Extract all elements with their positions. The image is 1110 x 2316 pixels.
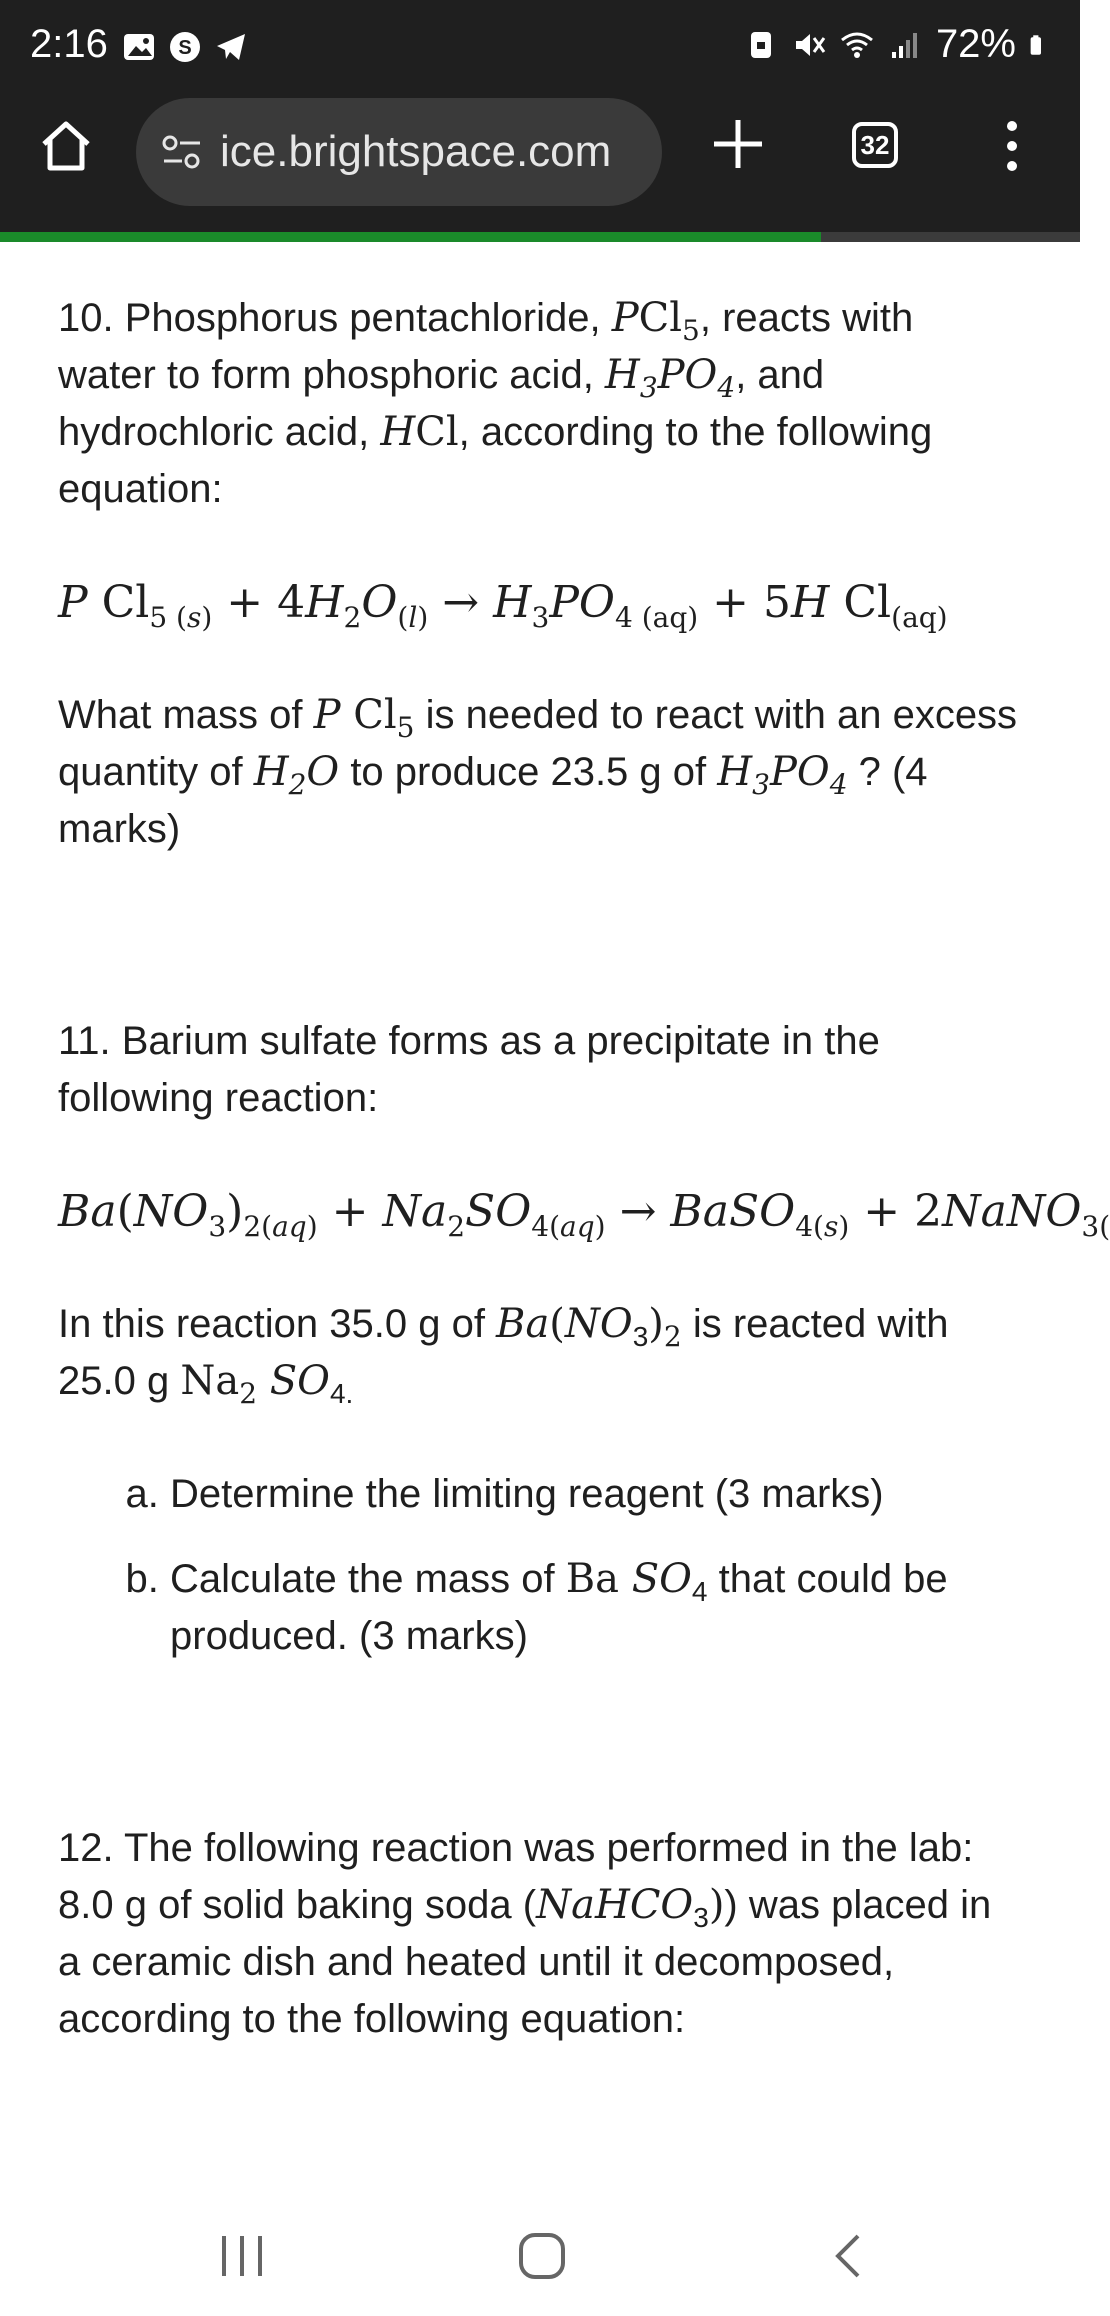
wifi-icon	[840, 28, 874, 62]
home-icon[interactable]	[38, 118, 94, 174]
q12-text: 12. The following reaction was performed in the lab: 8.0 g of solid baking soda (NaHCO$_3$)) was placed in a ceramic dish and heated until it decomposed, according to the following equation:	[58, 1826, 992, 2041]
status-right	[744, 22, 1052, 67]
formula-hcl: H	[380, 409, 416, 455]
page-content	[58, 290, 1110, 2048]
q10-question-text: to produce 23.5 g of	[339, 750, 718, 794]
q10-intro-text: , according to the following equation:	[58, 410, 933, 511]
svg-text:S: S	[178, 37, 192, 59]
q10-intro-text: 10. Phosphorus pentachloride,	[58, 296, 612, 340]
q10-intro-text: , reacts with water to form phosphoric acid,	[58, 296, 914, 397]
q10-intro-text: , and hydrochloric acid,	[58, 353, 825, 454]
q11-parts	[58, 1466, 1018, 1665]
q12-text-1: 12. The following reaction was performed in the lab: 8.0 g of solid baking soda (	[58, 1826, 974, 1927]
status-bar	[0, 0, 1080, 96]
browser-toolbar	[0, 96, 1080, 242]
status-time: 2:16	[30, 22, 108, 66]
formula-hcl-b: Cl	[415, 409, 459, 455]
q10-question-text: What mass of	[58, 693, 314, 737]
q10-question: What mass of P $Cl_5$ is needed to react with an excess quantity of $H_2O$ to produce 23.5 g of $H_3PO_4$ ? (4 marks)	[58, 692, 1018, 851]
formula-pcl5: P	[611, 295, 639, 341]
tab-switcher-button[interactable]: 32	[852, 122, 898, 168]
address-bar[interactable]	[136, 98, 662, 206]
q10-question-text: is needed to react with an excess quantity of	[58, 693, 1018, 794]
s-app-icon	[168, 30, 202, 64]
browser-chrome	[0, 0, 1080, 242]
battery-icon	[1030, 28, 1052, 62]
more-menu-icon[interactable]	[994, 116, 1030, 176]
q10-equation: P $Cl_{5 (s)} + 4H_2O_{(l)} \to H_3PO_{4 (aq)} + 5H$ $Cl_{(aq)}$	[58, 577, 948, 634]
recents-icon[interactable]	[218, 2234, 266, 2278]
battery-percent: 72%	[935, 22, 1016, 66]
q11-part-b-text: Calculate the mass of	[170, 1557, 566, 1601]
formula-pcl5-b: $Cl_5$	[638, 295, 700, 347]
page-load-progress	[0, 232, 1080, 242]
url-text[interactable]: ice.brightspace.com	[220, 127, 612, 176]
lock-app-icon	[744, 28, 778, 62]
gallery-icon	[122, 30, 156, 64]
q11-given-text: In this reaction 35.0 g of	[58, 1302, 497, 1346]
q12-text-2: ) was placed in a ceramic dish and heated until it decomposed, according to the following equation:	[58, 1883, 992, 2041]
back-icon[interactable]	[832, 2232, 862, 2280]
telegram-icon	[214, 30, 248, 64]
notification-icons	[122, 30, 248, 64]
mute-icon	[792, 28, 826, 62]
nav-home-icon[interactable]	[518, 2232, 566, 2280]
new-tab-icon[interactable]	[706, 112, 770, 176]
q11-given-text: is reacted with 25.0 g	[58, 1302, 949, 1403]
q10-intro	[58, 290, 1018, 518]
page-load-progress-fill	[0, 232, 821, 242]
q11-given: In this reaction 35.0 g of $Ba(NO_3)_2$ is reacted with 25.0 g $Na_2$ $SO_{4.}$	[58, 1301, 949, 1410]
q11-part-a: a. Determine the limiting reagent (3 marks)	[170, 1466, 1018, 1523]
q11-intro: 11. Barium sulfate forms as a precipitate in the following reaction:	[58, 1019, 880, 1120]
site-settings-icon[interactable]	[160, 130, 204, 174]
q11-equation: $Ba(NO_3)_{2(aq)} + Na_2SO_{4(aq)}$ → BaSO$_{4(s)}$ + 2NaNO$_{3(}$	[58, 1186, 1110, 1243]
q11-part-b-text: that could be produced. (3 marks)	[170, 1557, 948, 1658]
q10-question-text: ? (4 marks)	[58, 750, 928, 851]
system-nav-bar	[0, 2192, 1080, 2316]
formula-h3po4: $H_3PO_4$	[604, 352, 736, 404]
signal-icon	[888, 28, 922, 62]
q11-part-b: b. Calculate the mass of Ba $SO_4$ that could be produced. (3 marks)	[170, 1551, 1018, 1665]
